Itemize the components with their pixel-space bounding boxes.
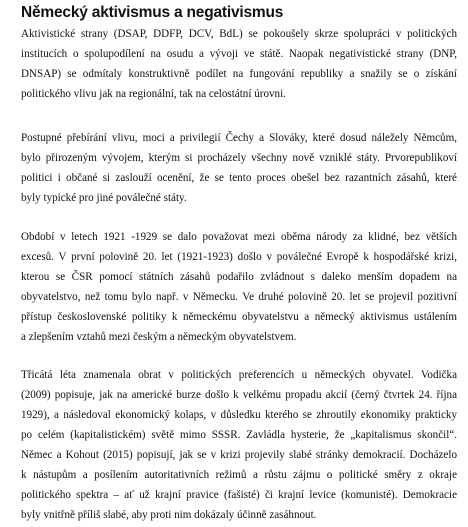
text-line: (2009) popisuje, jak na americké burze došlo k velkému propadu akcií (černý čtvrtek 24. října — [21, 389, 457, 401]
text-line: Němec a Kohout (2015) popisují, jak se v krizi projevily slabé stránky demokracií. Docházelo — [21, 449, 457, 461]
text-line: Aktivistické strany (DSAP, DDFP, DCV, BdL) se pokoušely skrze spolupráci v politických — [21, 28, 457, 40]
text-line: politického vlivu jak na regionální, tak na celostátní úrovni. — [21, 88, 286, 100]
paragraph-3 — [21, 227, 457, 347]
text-line: Období v letech 1921 -1929 se dalo považovat mezi oběma národy za klidné, bez větších — [21, 231, 457, 243]
text-line: po celém (kapitalistickém) světě mimo SSSR. Zavládla hysterie, že „kapitalismus skončil“. — [21, 429, 457, 441]
text-line: institucích o spolupodílení na osudu a vývoji ve státě. Naopak negativistické strany (DNP, — [21, 48, 457, 60]
text-line: kterou se ČSR pomocí státních zásahů podařilo zvládnout s daleko menším dopadem na — [21, 271, 457, 283]
text-line: obyvatelstvo, než tomu bylo např. v Německu. Ve druhé polovině 20. let se projevil pozitivní — [21, 291, 457, 303]
text-line: 1929), a následoval ekonomický kolaps, v důsledku kterého se zhroutily ekonomiky prakticky — [21, 409, 457, 421]
text-line: Třicátá léta znamenala obrat v politických preferencích u německých obyvatel. Vodička — [21, 369, 457, 381]
text-line: byly vnitřně příliš slabé, aby proti nim dokázaly účinně zasáhnout. — [21, 509, 317, 521]
text-line: a zlepšením vztahů mezi českým a německým obyvatelstvem. — [21, 331, 297, 343]
text-line: byly typické pro jiné poválečné státy. — [21, 192, 187, 204]
text-line: k nástupům a posílením autoritativních režimů a růstu zájmu o politické směry z okraje — [21, 469, 457, 481]
text-line: DNSAP) se odmítaly konstruktivně podílet na fungování republiky a snažily se o získání — [21, 68, 457, 80]
text-line: bylo přirozeným vývojem, kterým si procházely všechny nově vzniklé státy. Prvorepublikoví — [21, 152, 457, 164]
text-line: přístup československé politiky k německému obyvatelstvu a německý aktivismus ustálením — [21, 311, 457, 323]
section-heading: Německý aktivismus a negativismus — [21, 4, 284, 21]
text-line: excesů. V první polovině 20. let (1921-1923) došlo v poválečné Evropě k hospodářské krizi, — [21, 251, 457, 263]
text-line: politici i občané si zaslouží ocenění, že se tento proces obešel bez razantních zásahů, které — [21, 172, 457, 184]
paragraph-4 — [21, 365, 457, 525]
paragraph-2 — [21, 128, 457, 208]
text-line: Postupné přebírání vlivu, moci a privilegií Čechy a Slováky, které dosud náležely Němcům, — [21, 132, 457, 144]
text-line: politického spektra – ať už krajní pravice (fašisté) či krajní levice (komunisté). Demokracie — [21, 489, 457, 501]
paragraph-1 — [21, 24, 457, 104]
